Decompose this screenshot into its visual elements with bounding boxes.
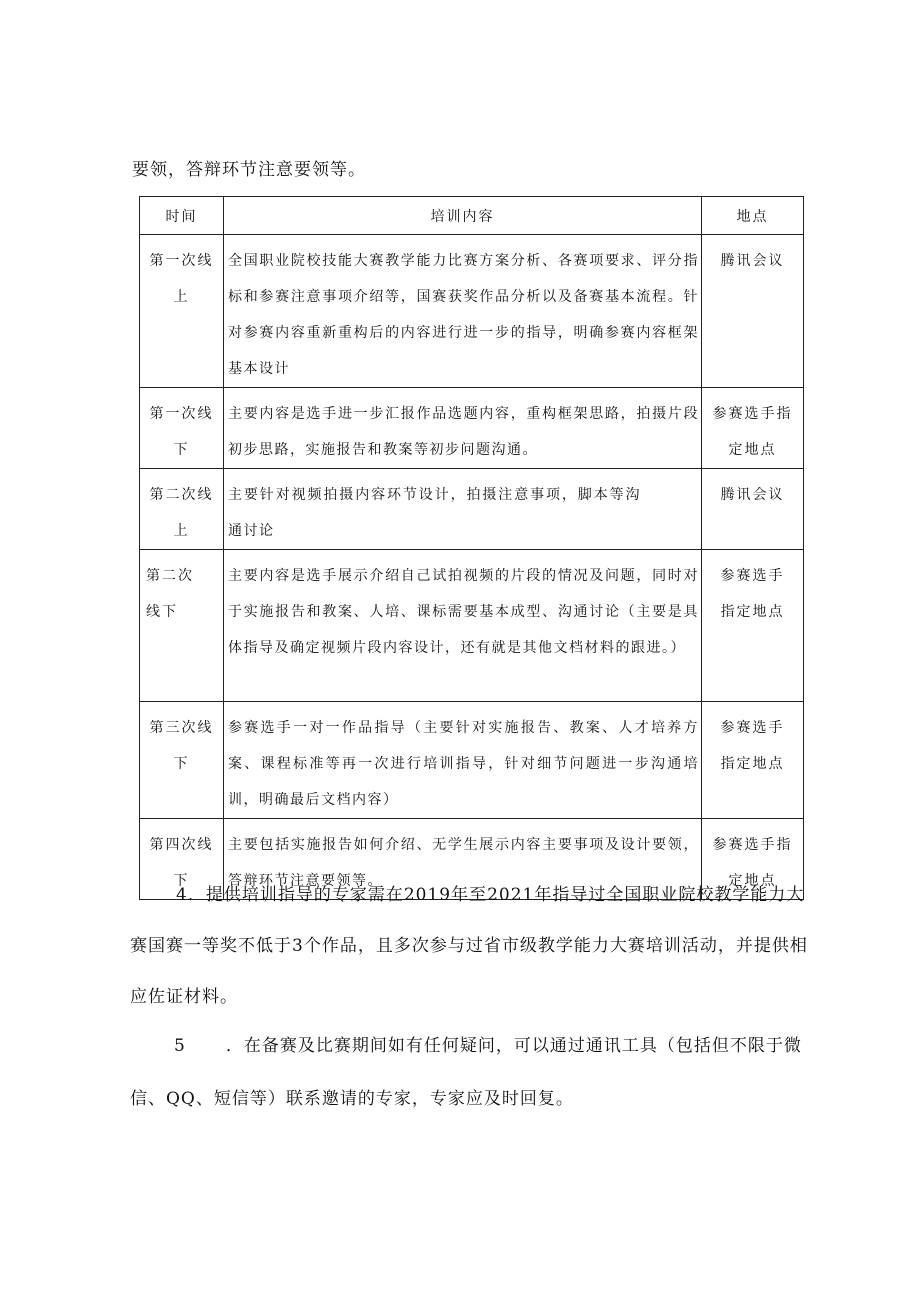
place-cell: 腾讯会议 [702,469,804,550]
time-cell: 第二次线下 [140,550,224,702]
table-row [140,702,804,819]
time-cell: 第二次线上 [140,469,224,550]
paragraph-5-text: ．在备赛及比赛期间如有任何疑问，可以通过通讯工具（包括但不限于微信、QQ、短信等）联系邀请的专家，专家应及时回复。 [130,1036,802,1109]
paragraph-4-text: ．提供培训指导的专家需在2019年至2021年指导过全国职业院校教学能力大赛国赛一等奖不低于3个作品，且多次参与过省市级教学能力大赛培训活动，并提供相应佐证材料。 [130,885,808,1007]
header-content: 培训内容 [224,197,702,235]
table-row [140,235,804,388]
table-header-row [140,197,804,235]
header-time: 时间 [140,197,224,235]
content-cell: 全国职业院校技能大赛教学能力比赛方案分析、各赛项要求、评分指标和参赛注意事项介绍等，国赛获奖作品分析以及备赛基本流程。针对参赛内容重新重构后的内容进行进一步的指导，明确参赛内容框架基本设计 [224,235,702,388]
paragraph-4 [130,870,820,1023]
place-cell: 参赛选手指定地点 [702,388,804,469]
training-schedule-table [139,196,804,900]
place-cell: 参赛选手指定地点 [702,702,804,819]
content-cell: 主要针对视频拍摄内容环节设计，拍摄注意事项，脚本等沟通讨论 [224,469,702,550]
place-cell: 参赛选手指定地点 [702,819,804,900]
place-cell: 参赛选手指定地点 [702,550,804,702]
paragraph-5 [130,1020,820,1126]
time-cell: 第一次线上 [140,235,224,388]
content-cell: 主要包括实施报告如何介绍、无学生展示内容主要事项及设计要领，答辩环节注意要领等。 [224,819,702,900]
table-row [140,469,804,550]
header-place: 地点 [702,197,804,235]
table-row [140,550,804,702]
time-cell: 第三次线下 [140,702,224,819]
time-cell: 第四次线下 [140,819,224,900]
intro-line: 要领，答辩环节注意要领等。 [132,160,366,180]
paragraph-5-number: 5 [174,1036,186,1056]
content-cell: 参赛选手一对一作品指导（主要针对实施报告、教案、人才培养方案、课程标准等再一次进行培训指导，针对细节问题进一步沟通培训，明确最后文档内容） [224,702,702,819]
time-cell: 第一次线下 [140,388,224,469]
place-cell: 腾讯会议 [702,235,804,388]
content-cell: 主要内容是选手进一步汇报作品选题内容，重构框架思路，拍摄片段初步思路，实施报告和教案等初步问题沟通。 [224,388,702,469]
paragraph-4-number: 4 [176,885,188,905]
content-cell: 主要内容是选手展示介绍自己试拍视频的片段的情况及问题，同时对于实施报告和教案、人培、课标需要基本成型、沟通讨论（主要是具体指导及确定视频片段内容设计，还有就是其他文档材料的跟进。） [224,550,702,702]
table-row [140,388,804,469]
